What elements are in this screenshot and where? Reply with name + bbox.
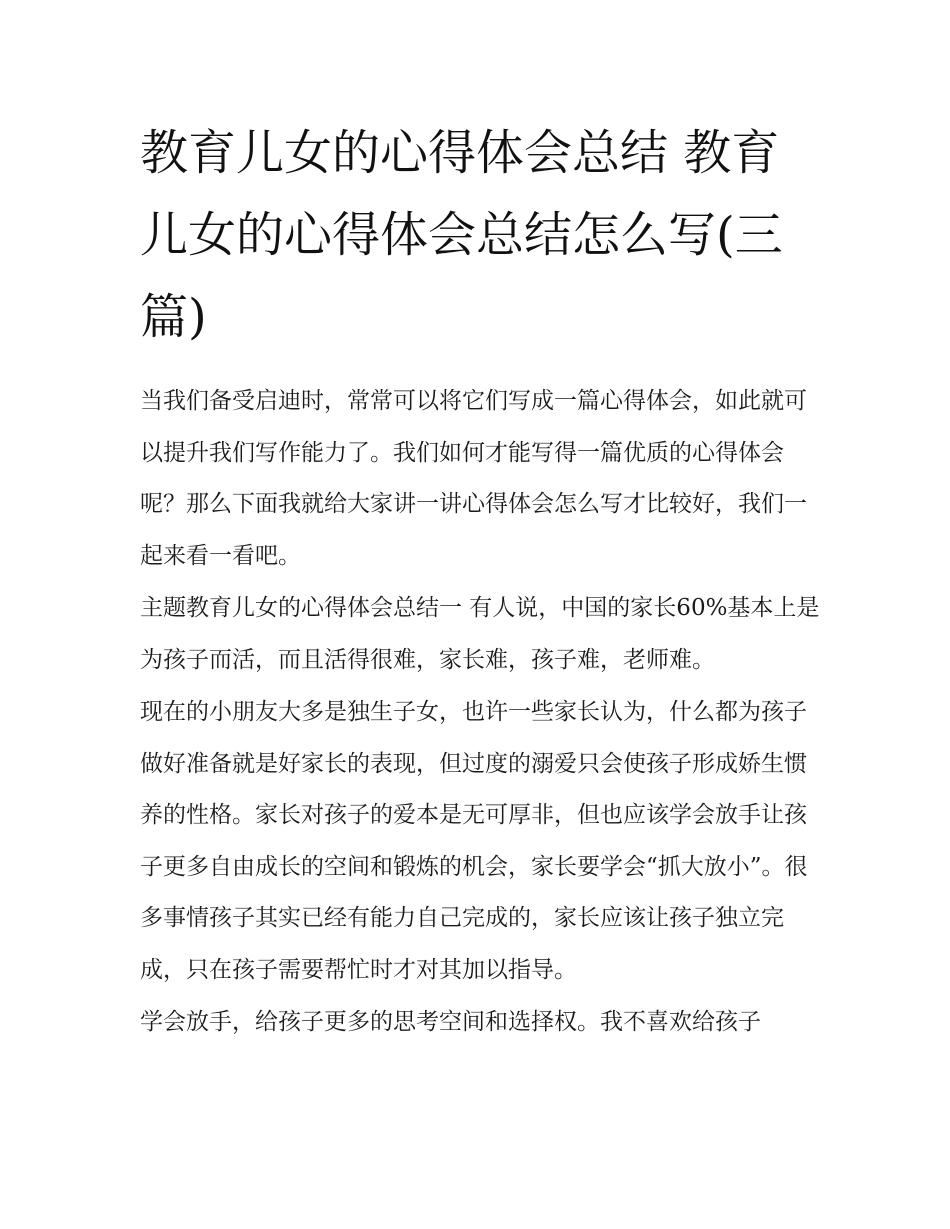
- document-page: [140, 112, 820, 1050]
- document-body: [140, 376, 820, 1049]
- document-title: 教育儿女的心得体会总结 教育儿女的心得体会总结怎么写(三篇): [140, 125, 783, 345]
- paragraph-letting-go: 学会放手，给孩子更多的思考空间和选择权。我不喜欢给孩子: [140, 1009, 761, 1035]
- paragraph-intro: 当我们备受启迪时，常常可以将它们写成一篇心得体会，如此就可以提升我们写作能力了。我们如何才能写得一篇优质的心得体会呢？那么下面我就给大家讲一讲心得体会怎么写才比较好，我们一起来看一看吧。: [140, 388, 807, 569]
- paragraph-only-children: 现在的小朋友大多是独生子女，也许一些家长认为，什么都为孩子做好准备就是好家长的表现，但过度的溺爱只会使孩子形成娇生惯养的性格。家长对孩子的爱本是无可厚非，但也应该学会放手让孩子更多自由成长的空间和锻炼的机会，家长要学会“抓大放小”。很多事情孩子其实已经有能力自己完成的，家长应该让孩子独立完成，只在孩子需要帮忙时才对其加以指导。: [140, 699, 808, 983]
- paragraph-topic-one: 主题教育儿女的心得体会总结一 有人说，中国的家长60%基本上是为孩子而活，而且活得很难，家长难，孩子难，老师难。: [140, 595, 820, 673]
